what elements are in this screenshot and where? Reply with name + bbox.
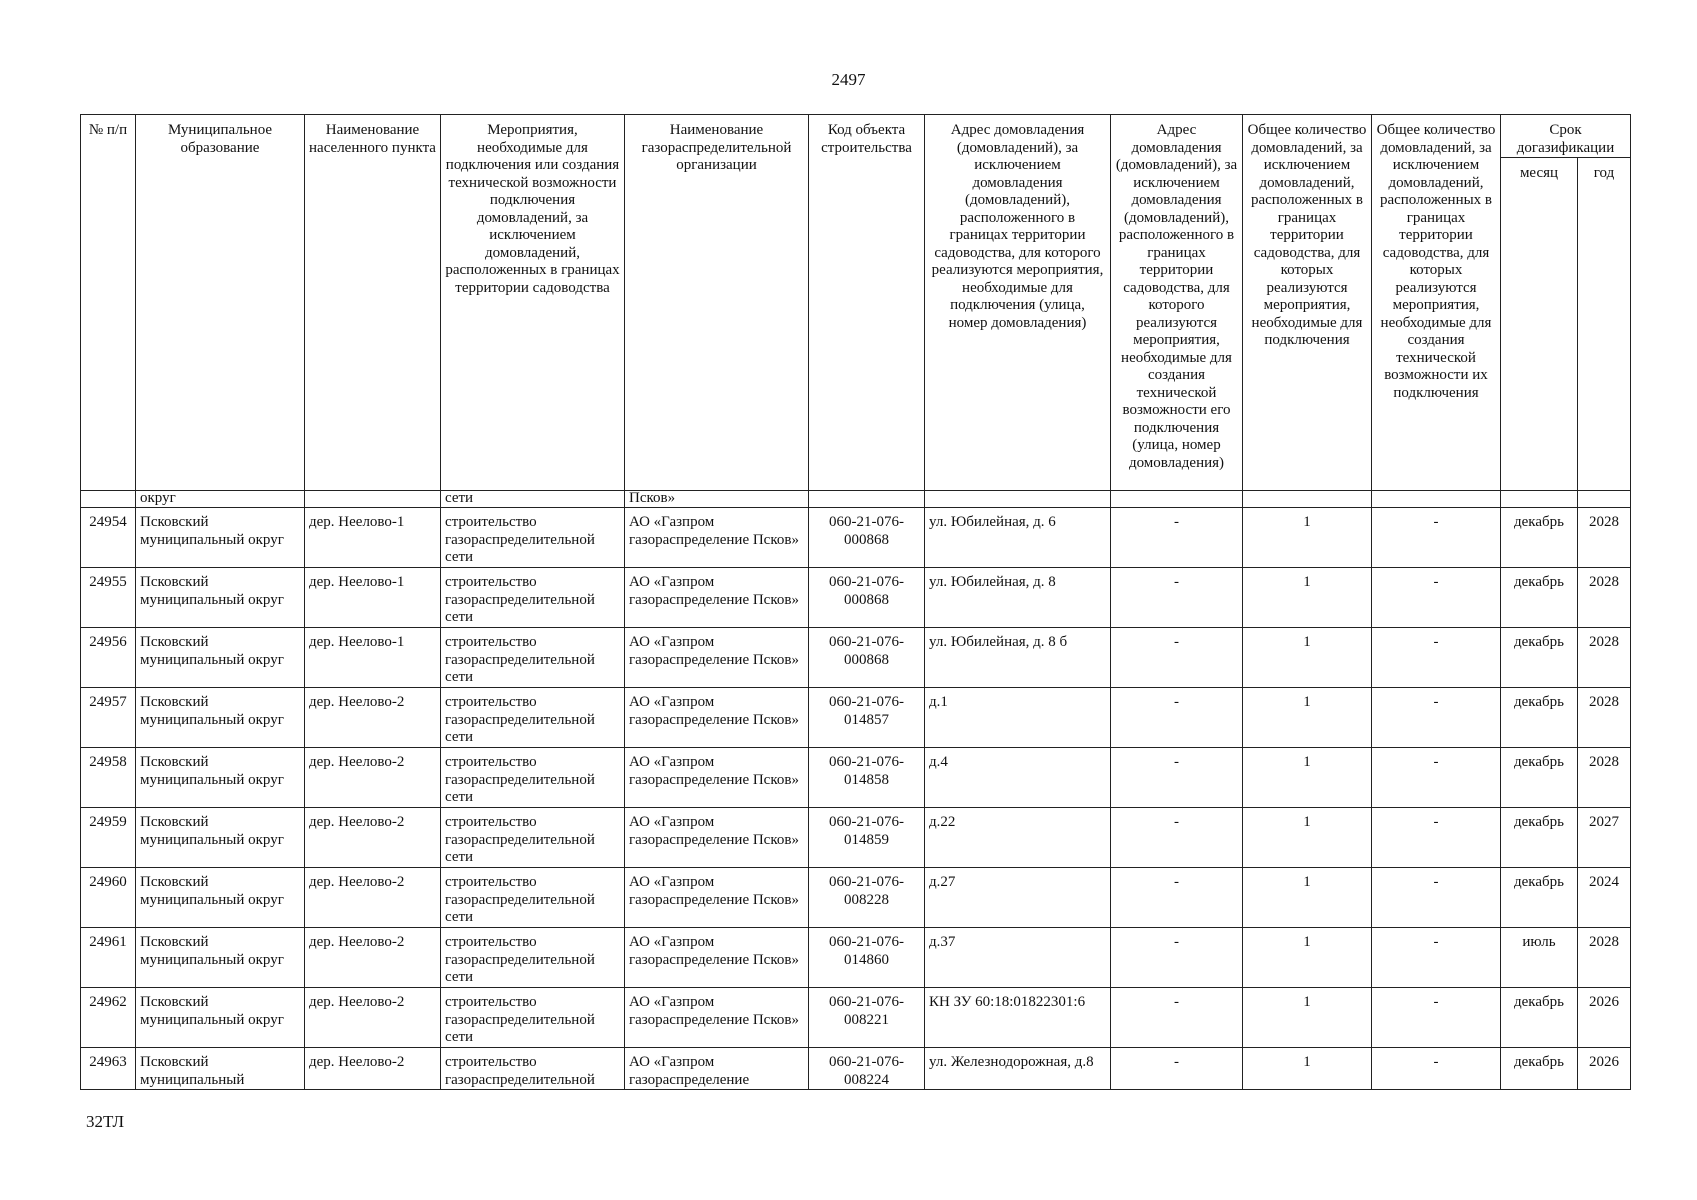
cell-gas-org: Псков» xyxy=(625,491,809,508)
cell-num: 24955 xyxy=(81,568,136,628)
cell-settlement: дер. Неелово-2 xyxy=(305,688,441,748)
cell-address-garden: - xyxy=(1111,988,1243,1048)
cell-num: 24956 xyxy=(81,628,136,688)
cell-address-garden: - xyxy=(1111,688,1243,748)
table-row xyxy=(81,808,1631,868)
cell-year: 2026 xyxy=(1578,988,1631,1048)
cell-gas-org: АО «Газпром газораспределение Псков» xyxy=(625,508,809,568)
cell-num: 24959 xyxy=(81,808,136,868)
cell-measures: строительство газораспределительной сети xyxy=(441,748,625,808)
cell-year: 2028 xyxy=(1578,928,1631,988)
cell-address: ул. Железнодорожная, д.8 xyxy=(925,1048,1111,1090)
cell-measures: строительство газораспределительной сети xyxy=(441,568,625,628)
cell-total-connect: 1 xyxy=(1243,808,1372,868)
cell-code: 060-21-076-014859 xyxy=(809,808,925,868)
cell-year: 2024 xyxy=(1578,868,1631,928)
cell-settlement: дер. Неелово-1 xyxy=(305,508,441,568)
cell-num: 24954 xyxy=(81,508,136,568)
cell-num: 24960 xyxy=(81,868,136,928)
cell-year: 2026 xyxy=(1578,1048,1631,1090)
cell-gas-org: АО «Газпром газораспределение Псков» xyxy=(625,628,809,688)
continuation-row xyxy=(81,491,1631,508)
cell-address-garden: - xyxy=(1111,868,1243,928)
cell-address-garden: - xyxy=(1111,928,1243,988)
cell-address: ул. Юбилейная, д. 8 xyxy=(925,568,1111,628)
cell-month: декабрь xyxy=(1501,808,1578,868)
cell-month: декабрь xyxy=(1501,568,1578,628)
cell-address-garden: - xyxy=(1111,508,1243,568)
cell-measures: строительство газораспределительной сети xyxy=(441,988,625,1048)
cell-total-tech: - xyxy=(1372,988,1501,1048)
cell-month: декабрь xyxy=(1501,748,1578,808)
cell-address-garden: - xyxy=(1111,808,1243,868)
gasification-table xyxy=(80,114,1631,1090)
cell-code: 060-21-076-000868 xyxy=(809,628,925,688)
cell-settlement xyxy=(305,491,441,508)
cell-settlement: дер. Неелово-2 xyxy=(305,808,441,868)
cell-total-connect: 1 xyxy=(1243,508,1372,568)
cell-code: 060-21-076-000868 xyxy=(809,568,925,628)
cell-code: 060-21-076-014857 xyxy=(809,688,925,748)
header-row xyxy=(81,115,1631,158)
cell-measures: строительство газораспределительной сети xyxy=(441,808,625,868)
cell-num: 24961 xyxy=(81,928,136,988)
cell-code: 060-21-076-008221 xyxy=(809,988,925,1048)
cell-year: 2028 xyxy=(1578,688,1631,748)
header-measures: Мероприятия, необходимые для подключения или создания технической возможности подключения домовладений, за исключением домовладений, расположенных в границах территории садоводства xyxy=(441,115,625,491)
cell-total-connect: 1 xyxy=(1243,868,1372,928)
cell-month xyxy=(1501,491,1578,508)
cell-gas-org: АО «Газпром газораспределение Псков» xyxy=(625,688,809,748)
cell-total-tech xyxy=(1372,491,1501,508)
cell-address: д.22 xyxy=(925,808,1111,868)
cell-code: 060-21-076-008224 xyxy=(809,1048,925,1090)
cell-year: 2027 xyxy=(1578,808,1631,868)
cell-total-connect: 1 xyxy=(1243,688,1372,748)
cell-gas-org: АО «Газпром газораспределение Псков» xyxy=(625,868,809,928)
cell-address xyxy=(925,491,1111,508)
cell-total-connect xyxy=(1243,491,1372,508)
cell-measures: строительство газораспределительной сети xyxy=(441,688,625,748)
cell-year: 2028 xyxy=(1578,748,1631,808)
cell-settlement: дер. Неелово-2 xyxy=(305,868,441,928)
cell-year: 2028 xyxy=(1578,508,1631,568)
cell-total-connect: 1 xyxy=(1243,628,1372,688)
header-total-tech: Общее количество домовладений, за исключением домовладений, расположенных в границах территории садоводства, для которых реализуются мероприятия, необходимые для создания технической возможности их подключения xyxy=(1372,115,1501,491)
table-row xyxy=(81,928,1631,988)
cell-municipality: Псковский муниципальный округ xyxy=(136,988,305,1048)
cell-gas-org: АО «Газпром газораспределение xyxy=(625,1048,809,1090)
cell-month: декабрь xyxy=(1501,988,1578,1048)
footer-code: 32ТЛ xyxy=(86,1112,125,1131)
cell-num xyxy=(81,491,136,508)
cell-total-tech: - xyxy=(1372,1048,1501,1090)
table-row xyxy=(81,1048,1631,1090)
cell-address-garden: - xyxy=(1111,568,1243,628)
cell-settlement: дер. Неелово-1 xyxy=(305,568,441,628)
header-num: № п/п xyxy=(81,115,136,491)
cell-municipality: Псковский муниципальный округ xyxy=(136,808,305,868)
header-settlement: Наименование населенного пункта xyxy=(305,115,441,491)
cell-total-tech: - xyxy=(1372,628,1501,688)
cell-address: ул. Юбилейная, д. 6 xyxy=(925,508,1111,568)
cell-total-connect: 1 xyxy=(1243,568,1372,628)
cell-gas-org: АО «Газпром газораспределение Псков» xyxy=(625,928,809,988)
cell-address: д.4 xyxy=(925,748,1111,808)
table-row xyxy=(81,628,1631,688)
cell-total-tech: - xyxy=(1372,808,1501,868)
cell-address: д.1 xyxy=(925,688,1111,748)
cell-month: декабрь xyxy=(1501,868,1578,928)
cell-municipality: Псковский муниципальный округ xyxy=(136,628,305,688)
cell-year: 2028 xyxy=(1578,568,1631,628)
cell-address-garden: - xyxy=(1111,628,1243,688)
header-deadline: Срок догазификации xyxy=(1501,115,1631,158)
cell-total-tech: - xyxy=(1372,568,1501,628)
cell-municipality: округ xyxy=(136,491,305,508)
cell-code: 060-21-076-000868 xyxy=(809,508,925,568)
cell-settlement: дер. Неелово-1 xyxy=(305,628,441,688)
header-object-code: Код объекта строительства xyxy=(809,115,925,491)
header-address-garden: Адрес домовладения (домовладений), за исключением домовладения (домовладений), расположенного в границах территории садоводства, для которого реализуются мероприятия, необходимые для создания технической возможности его подключения (улица, номер домовладения) xyxy=(1111,115,1243,491)
table-row xyxy=(81,568,1631,628)
cell-address: ул. Юбилейная, д. 8 б xyxy=(925,628,1111,688)
cell-total-tech: - xyxy=(1372,508,1501,568)
cell-address: д.37 xyxy=(925,928,1111,988)
cell-address-garden: - xyxy=(1111,1048,1243,1090)
cell-municipality: Псковский муниципальный округ xyxy=(136,748,305,808)
cell-total-tech: - xyxy=(1372,748,1501,808)
page-number: 2497 xyxy=(831,70,866,89)
cell-measures: строительство газораспределительной сети xyxy=(441,868,625,928)
cell-total-connect: 1 xyxy=(1243,1048,1372,1090)
cell-month: декабрь xyxy=(1501,1048,1578,1090)
cell-code xyxy=(809,491,925,508)
cell-code: 060-21-076-014858 xyxy=(809,748,925,808)
header-municipality: Муниципальное образование xyxy=(136,115,305,491)
cell-municipality: Псковский муниципальный xyxy=(136,1048,305,1090)
header-gas-org: Наименование газораспределительной организации xyxy=(625,115,809,491)
cell-address-garden xyxy=(1111,491,1243,508)
cell-measures: сети xyxy=(441,491,625,508)
header-month: месяц xyxy=(1501,158,1578,491)
cell-code: 060-21-076-008228 xyxy=(809,868,925,928)
cell-settlement: дер. Неелово-2 xyxy=(305,1048,441,1090)
header-address: Адрес домовладения (домовладений), за исключением домовладения (домовладений), расположенного в границах территории садоводства, для которого реализуются мероприятия, необходимые для подключения (улица, номер домовладения) xyxy=(925,115,1111,491)
cell-code: 060-21-076-014860 xyxy=(809,928,925,988)
cell-num: 24962 xyxy=(81,988,136,1048)
cell-gas-org: АО «Газпром газораспределение Псков» xyxy=(625,808,809,868)
cell-address: д.27 xyxy=(925,868,1111,928)
cell-year: 2028 xyxy=(1578,628,1631,688)
cell-total-connect: 1 xyxy=(1243,748,1372,808)
cell-measures: строительство газораспределительной сети xyxy=(441,508,625,568)
cell-month: декабрь xyxy=(1501,688,1578,748)
table-row xyxy=(81,988,1631,1048)
cell-month: декабрь xyxy=(1501,508,1578,568)
table-row xyxy=(81,868,1631,928)
cell-num: 24958 xyxy=(81,748,136,808)
cell-municipality: Псковский муниципальный округ xyxy=(136,688,305,748)
cell-settlement: дер. Неелово-2 xyxy=(305,748,441,808)
header-total-connect: Общее количество домовладений, за исключением домовладений, расположенных в границах территории садоводства, для которых реализуются мероприятия, необходимые для подключения xyxy=(1243,115,1372,491)
cell-total-tech: - xyxy=(1372,868,1501,928)
cell-total-tech: - xyxy=(1372,928,1501,988)
cell-address: КН ЗУ 60:18:01822301:6 xyxy=(925,988,1111,1048)
cell-address-garden: - xyxy=(1111,748,1243,808)
cell-measures: строительство газораспределительной xyxy=(441,1048,625,1090)
table-row xyxy=(81,688,1631,748)
cell-year xyxy=(1578,491,1631,508)
cell-num: 24963 xyxy=(81,1048,136,1090)
cell-total-tech: - xyxy=(1372,688,1501,748)
cell-num: 24957 xyxy=(81,688,136,748)
cell-settlement: дер. Неелово-2 xyxy=(305,988,441,1048)
header-year: год xyxy=(1578,158,1631,491)
cell-measures: строительство газораспределительной сети xyxy=(441,928,625,988)
cell-municipality: Псковский муниципальный округ xyxy=(136,568,305,628)
cell-municipality: Псковский муниципальный округ xyxy=(136,508,305,568)
cell-total-connect: 1 xyxy=(1243,928,1372,988)
cell-month: июль xyxy=(1501,928,1578,988)
cell-gas-org: АО «Газпром газораспределение Псков» xyxy=(625,988,809,1048)
cell-municipality: Псковский муниципальный округ xyxy=(136,868,305,928)
cell-month: декабрь xyxy=(1501,628,1578,688)
table-row xyxy=(81,508,1631,568)
cell-total-connect: 1 xyxy=(1243,988,1372,1048)
cell-gas-org: АО «Газпром газораспределение Псков» xyxy=(625,748,809,808)
cell-municipality: Псковский муниципальный округ xyxy=(136,928,305,988)
cell-settlement: дер. Неелово-2 xyxy=(305,928,441,988)
cell-measures: строительство газораспределительной сети xyxy=(441,628,625,688)
table-row xyxy=(81,748,1631,808)
cell-gas-org: АО «Газпром газораспределение Псков» xyxy=(625,568,809,628)
